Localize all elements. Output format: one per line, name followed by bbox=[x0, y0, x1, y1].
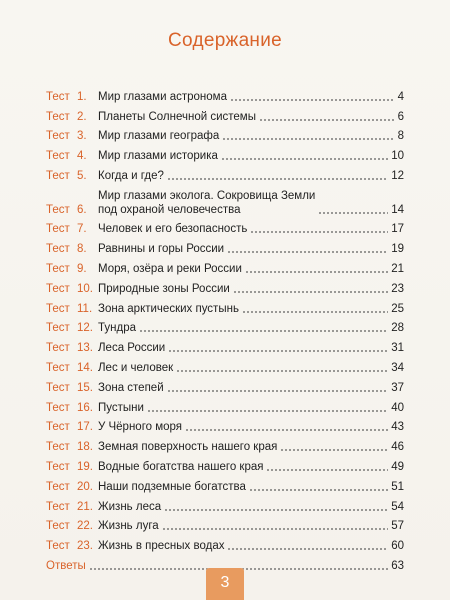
toc-entry bbox=[46, 316, 404, 336]
dot-leader bbox=[259, 119, 395, 121]
entry-title: Равнины и горы России bbox=[98, 243, 225, 256]
entry-title: Лес и человек bbox=[98, 361, 174, 374]
entry-page-number: 23 bbox=[391, 282, 404, 295]
entry-title: Когда и где? bbox=[98, 169, 164, 182]
test-label bbox=[46, 321, 98, 335]
dot-leader bbox=[227, 251, 388, 253]
toc-entry bbox=[46, 395, 404, 415]
test-number: 4. bbox=[77, 150, 87, 163]
dot-leader bbox=[222, 138, 394, 140]
entry-page-number: 6 bbox=[397, 110, 404, 123]
test-word: Тест bbox=[46, 322, 70, 335]
dot-leader bbox=[162, 528, 389, 530]
answers-page-number: 63 bbox=[391, 559, 404, 572]
table-of-contents bbox=[46, 84, 404, 573]
dot-leader bbox=[167, 178, 388, 180]
entry-title: Леса России bbox=[98, 342, 166, 355]
dot-leader bbox=[164, 509, 388, 511]
entry-page-number: 21 bbox=[391, 262, 404, 275]
test-label bbox=[46, 282, 98, 296]
entry-title: Планеты Солнечной системы bbox=[98, 110, 256, 123]
test-label bbox=[46, 129, 98, 143]
test-word: Тест bbox=[46, 460, 70, 473]
test-label bbox=[46, 500, 98, 514]
test-label bbox=[46, 222, 98, 236]
entry-title-continued: под охраной человечества bbox=[98, 203, 241, 216]
test-label bbox=[46, 480, 98, 494]
entry-page-number: 34 bbox=[391, 361, 404, 374]
test-word: Тест bbox=[46, 282, 70, 295]
test-word: Тест bbox=[46, 90, 70, 103]
test-number: 20. bbox=[77, 480, 93, 493]
page-title: Содержание bbox=[167, 30, 283, 51]
toc-entry bbox=[46, 494, 404, 514]
test-label bbox=[46, 169, 98, 183]
test-number: 2. bbox=[77, 110, 87, 123]
entry-title: У Чёрного моря bbox=[98, 421, 183, 434]
toc-entry bbox=[46, 183, 404, 217]
dot-leader bbox=[250, 231, 388, 233]
entry-page-number: 4 bbox=[397, 90, 404, 103]
page-number: 3 bbox=[220, 574, 230, 591]
test-number: 21. bbox=[77, 500, 93, 513]
dot-leader bbox=[233, 291, 388, 293]
test-word: Тест bbox=[46, 421, 70, 434]
test-label bbox=[46, 381, 98, 395]
entry-page-number: 12 bbox=[391, 169, 404, 182]
test-word: Тест bbox=[46, 480, 70, 493]
dot-leader bbox=[280, 449, 388, 451]
answers-label: Ответы bbox=[46, 559, 86, 572]
entry-page-number: 31 bbox=[391, 342, 404, 355]
toc-entry bbox=[46, 276, 404, 296]
entry-page-number: 46 bbox=[391, 441, 404, 454]
test-number: 8. bbox=[77, 243, 87, 256]
test-word: Тест bbox=[46, 520, 70, 533]
toc-entry bbox=[46, 533, 404, 553]
toc-entry bbox=[46, 236, 404, 256]
test-word: Тест bbox=[46, 150, 70, 163]
entry-title: Жизнь в пресных водах bbox=[98, 540, 225, 553]
test-label bbox=[46, 262, 98, 276]
entry-title: Жизнь леса bbox=[98, 500, 162, 513]
dot-leader bbox=[227, 548, 388, 550]
entry-title: Мир глазами историка bbox=[98, 150, 218, 163]
entry-page-number: 8 bbox=[397, 130, 404, 143]
entry-title: Тундра bbox=[98, 322, 136, 335]
test-number: 23. bbox=[77, 540, 93, 553]
entry-title: Природные зоны России bbox=[98, 282, 230, 295]
test-number: 16. bbox=[77, 401, 93, 414]
entry-page-number: 51 bbox=[391, 480, 404, 493]
test-number: 1. bbox=[77, 90, 87, 103]
test-label bbox=[46, 440, 98, 454]
dot-leader bbox=[176, 370, 388, 372]
test-word: Тест bbox=[46, 342, 70, 355]
test-word: Тест bbox=[46, 361, 70, 374]
entry-page-number: 54 bbox=[391, 500, 404, 513]
toc-entry bbox=[46, 474, 404, 494]
entry-page-number: 10 bbox=[391, 150, 404, 163]
entry-title: Водные богатства нашего края bbox=[98, 460, 264, 473]
toc-entry bbox=[46, 217, 404, 237]
dot-leader bbox=[318, 212, 388, 214]
test-word: Тест bbox=[46, 441, 70, 454]
entry-title: Зона арктических пустынь bbox=[98, 302, 239, 315]
entry-page-number: 17 bbox=[391, 223, 404, 236]
toc-entry bbox=[46, 375, 404, 395]
test-word: Тест bbox=[46, 500, 70, 513]
entry-page-number: 37 bbox=[391, 381, 404, 394]
entry-page-number: 40 bbox=[391, 401, 404, 414]
test-word: Тест bbox=[46, 540, 70, 553]
test-number: 15. bbox=[77, 381, 93, 394]
entry-page-number: 19 bbox=[391, 243, 404, 256]
test-label bbox=[46, 539, 98, 553]
entry-page-number: 49 bbox=[391, 460, 404, 473]
test-label bbox=[46, 90, 98, 104]
entry-title: Моря, озёра и реки России bbox=[98, 262, 242, 275]
test-word: Тест bbox=[46, 401, 70, 414]
test-number: 17. bbox=[77, 421, 93, 434]
entry-page-number: 57 bbox=[391, 520, 404, 533]
entry-page-number: 25 bbox=[391, 302, 404, 315]
test-word: Тест bbox=[46, 262, 70, 275]
entry-title: Пустыни bbox=[98, 401, 144, 414]
dot-leader bbox=[168, 350, 388, 352]
toc-entry bbox=[46, 415, 404, 435]
entry-title: Мир глазами эколога. Сокровища Земли bbox=[98, 189, 316, 202]
dot-leader bbox=[249, 489, 388, 491]
test-number: 18. bbox=[77, 441, 93, 454]
toc-entry bbox=[46, 256, 404, 276]
test-label bbox=[46, 110, 98, 124]
dot-leader bbox=[221, 158, 388, 160]
toc-entry bbox=[46, 143, 404, 163]
entry-title: Человек и его безопасность bbox=[98, 223, 248, 236]
test-word: Тест bbox=[46, 302, 70, 315]
page-number-badge bbox=[206, 568, 244, 600]
dot-leader bbox=[242, 311, 388, 313]
test-word: Тест bbox=[46, 243, 70, 256]
toc-entry bbox=[46, 163, 404, 183]
dot-leader bbox=[147, 410, 388, 412]
dot-leader bbox=[266, 469, 388, 471]
test-word: Тест bbox=[46, 169, 70, 182]
test-number: 3. bbox=[77, 130, 87, 143]
test-number: 13. bbox=[77, 342, 93, 355]
test-label bbox=[46, 420, 98, 434]
toc-entry bbox=[46, 296, 404, 316]
test-label bbox=[46, 149, 98, 163]
toc-entry bbox=[46, 104, 404, 124]
test-number: 9. bbox=[77, 262, 87, 275]
toc-entry bbox=[46, 335, 404, 355]
test-number: 19. bbox=[77, 460, 93, 473]
toc-entry bbox=[46, 454, 404, 474]
dot-leader bbox=[185, 429, 388, 431]
entry-title: Зона степей bbox=[98, 381, 164, 394]
toc-entry bbox=[46, 514, 404, 534]
entry-page-number: 14 bbox=[391, 203, 404, 216]
toc-entry bbox=[46, 124, 404, 144]
test-number: 6. bbox=[77, 203, 87, 216]
test-label bbox=[46, 302, 98, 316]
test-word: Тест bbox=[46, 381, 70, 394]
entry-title: Наши подземные богатства bbox=[98, 480, 246, 493]
test-word: Тест bbox=[46, 110, 70, 123]
toc-entry bbox=[46, 84, 404, 104]
entry-page-number: 60 bbox=[391, 540, 404, 553]
test-label bbox=[46, 341, 98, 355]
test-word: Тест bbox=[46, 203, 70, 216]
test-number: 10. bbox=[77, 282, 93, 295]
test-word: Тест bbox=[46, 130, 70, 143]
entry-page-number: 28 bbox=[391, 322, 404, 335]
test-label bbox=[46, 401, 98, 415]
toc-entry bbox=[46, 434, 404, 454]
test-number: 5. bbox=[77, 169, 87, 182]
test-label bbox=[46, 242, 98, 256]
test-label bbox=[46, 203, 98, 217]
test-number: 7. bbox=[77, 223, 87, 236]
dot-leader bbox=[167, 390, 389, 392]
entry-title: Мир глазами астронома bbox=[98, 90, 227, 103]
test-number: 14. bbox=[77, 361, 93, 374]
test-number: 22. bbox=[77, 520, 93, 533]
dot-leader bbox=[245, 271, 388, 273]
toc-entry bbox=[46, 355, 404, 375]
dot-leader bbox=[139, 330, 388, 332]
test-number: 12. bbox=[77, 322, 93, 335]
test-label bbox=[46, 361, 98, 375]
test-word: Тест bbox=[46, 223, 70, 236]
test-label bbox=[46, 519, 98, 533]
dot-leader bbox=[230, 99, 395, 101]
entry-title: Жизнь луга bbox=[98, 520, 159, 533]
test-label bbox=[46, 460, 98, 474]
entry-title: Земная поверхность нашего края bbox=[98, 441, 278, 454]
entry-title: Мир глазами географа bbox=[98, 130, 220, 143]
test-number: 11. bbox=[77, 302, 93, 315]
entry-page-number: 43 bbox=[391, 421, 404, 434]
